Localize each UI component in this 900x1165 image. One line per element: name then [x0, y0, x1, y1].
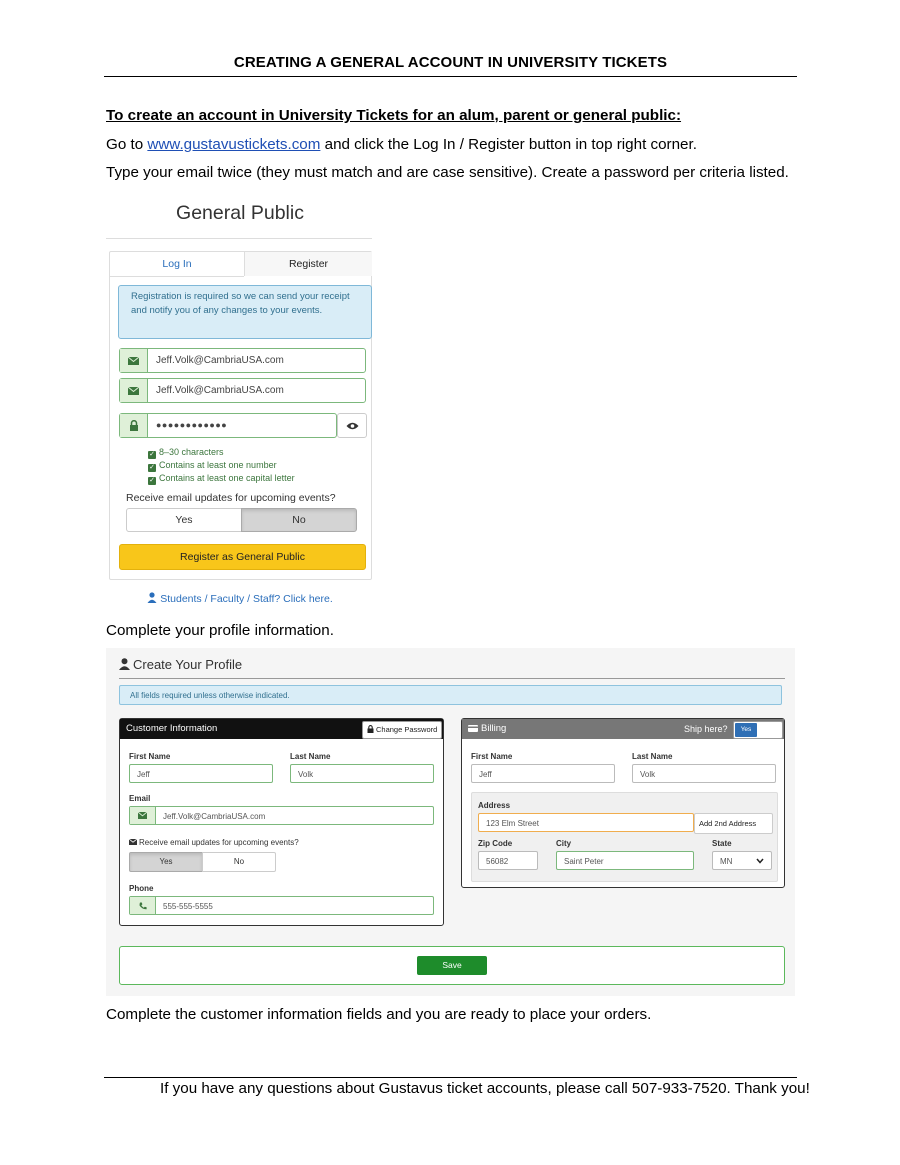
billing-panel	[461, 718, 785, 888]
line1-prefix: Go to	[106, 136, 148, 153]
user-icon	[119, 658, 130, 673]
zip-code-input[interactable]: 56082	[478, 851, 538, 870]
credit-card-icon	[468, 720, 478, 740]
email-label: Email	[129, 794, 151, 803]
create-profile-screenshot	[106, 648, 795, 996]
state-select-value: MN	[720, 857, 733, 866]
footer-text: If you have any questions about Gustavus ticket accounts, please call 507-933-7520. Thank you!	[160, 1080, 810, 1097]
first-name-input[interactable]: Jeff	[129, 764, 273, 783]
required-fields-alert: All fields required unless otherwise indicated.	[119, 685, 782, 705]
check-icon: ✓	[149, 464, 155, 471]
profile-divider	[119, 678, 785, 679]
instruction-line-4: Complete the customer information fields and you are ready to place your orders.	[106, 1006, 652, 1023]
criteria-number-text: Contains at least one number	[159, 460, 277, 470]
add-2nd-address-button[interactable]: Add 2nd Address	[694, 813, 773, 834]
last-name-label: Last Name	[290, 752, 331, 761]
customer-information-title: Customer Information	[126, 723, 218, 734]
state-select[interactable]	[712, 851, 772, 870]
billing-first-name-input[interactable]: Jeff	[471, 764, 615, 783]
title-rule	[104, 76, 797, 77]
instruction-line-3: Complete your profile information.	[106, 622, 334, 639]
billing-first-name-label: First Name	[471, 752, 513, 761]
chevron-down-icon	[756, 852, 764, 871]
general-public-title: General Public	[176, 202, 304, 224]
lock-icon	[120, 414, 148, 437]
city-label: City	[556, 839, 572, 848]
general-public-register-screenshot	[106, 195, 374, 610]
document-title: CREATING A GENERAL ACCOUNT IN UNIVERSITY TICKETS	[233, 54, 668, 71]
students-link-text: Students / Faculty / Staff? Click here.	[160, 593, 333, 605]
email-field[interactable]	[119, 348, 366, 373]
billing-title: Billing	[481, 723, 507, 734]
customer-information-panel	[119, 718, 444, 926]
title-divider	[106, 238, 372, 239]
tab-register[interactable]: Register	[244, 252, 372, 276]
envelope-icon	[129, 838, 137, 847]
footer-rule	[104, 1077, 797, 1078]
phone-input[interactable]	[129, 896, 434, 915]
check-icon: ✓	[149, 451, 155, 458]
confirm-email-value: Jeff.Volk@CambriaUSA.com	[156, 385, 284, 396]
tab-log-in[interactable]: Log In	[110, 252, 244, 277]
criteria-capital-text: Contains at least one capital letter	[159, 473, 295, 483]
registration-info-alert: Registration is required so we can send your receipt and notify you of any changes to your events.	[118, 285, 372, 339]
updates-no-button[interactable]: No	[241, 508, 357, 532]
create-profile-title	[119, 657, 242, 673]
state-label: State	[712, 839, 732, 848]
register-general-public-button[interactable]: Register as General Public	[119, 544, 366, 570]
address-input[interactable]: 123 Elm Street	[478, 813, 694, 832]
instruction-line-2: Type your email twice (they must match and are case sensitive). Create a password per criteria listed.	[106, 164, 789, 181]
profile-updates-no-button[interactable]: No	[202, 852, 276, 872]
ship-here-label: Ship here?	[684, 724, 728, 734]
envelope-icon	[130, 807, 156, 824]
email-input-value: Jeff.Volk@CambriaUSA.com	[163, 812, 266, 821]
line1-suffix: and click the Log In / Register button in top right corner.	[320, 136, 697, 153]
change-password-button[interactable]	[362, 721, 442, 739]
criteria-number	[148, 459, 277, 472]
email-updates-label	[129, 838, 299, 847]
login-register-card	[109, 251, 372, 580]
gustavus-tickets-link[interactable]: www.gustavustickets.com	[147, 136, 321, 153]
create-profile-title-text: Create Your Profile	[133, 657, 243, 672]
password-field[interactable]	[119, 413, 337, 438]
first-name-label: First Name	[129, 752, 171, 761]
phone-label: Phone	[129, 884, 154, 893]
envelope-icon	[120, 379, 148, 402]
instruction-line-1	[106, 135, 697, 155]
students-faculty-staff-link[interactable]	[106, 592, 374, 606]
phone-input-value: 555-555-5555	[163, 902, 213, 911]
check-icon: ✓	[149, 477, 155, 484]
email-updates-question: Receive email updates for upcoming events?	[126, 492, 336, 504]
zip-code-label: Zip Code	[478, 839, 513, 848]
section-heading: To create an account in University Tickets for an alum, parent or general public:	[106, 107, 682, 124]
criteria-length	[148, 446, 224, 459]
email-updates-label-text: Receive email updates for upcoming events?	[139, 838, 299, 847]
billing-last-name-input[interactable]: Volk	[632, 764, 776, 783]
updates-yes-button[interactable]: Yes	[126, 508, 242, 532]
envelope-icon	[120, 349, 148, 372]
save-button[interactable]: Save	[417, 956, 487, 975]
criteria-length-text: 8–30 characters	[159, 447, 224, 457]
user-icon	[147, 592, 157, 606]
email-value: Jeff.Volk@CambriaUSA.com	[156, 355, 284, 366]
save-container	[119, 946, 785, 985]
city-input[interactable]: Saint Peter	[556, 851, 694, 870]
phone-icon	[130, 897, 156, 914]
password-value: ●●●●●●●●●●●●	[156, 420, 228, 430]
criteria-capital	[148, 472, 295, 485]
ship-here-toggle-on: Yes	[735, 723, 757, 737]
email-input[interactable]	[129, 806, 434, 825]
billing-last-name-label: Last Name	[632, 752, 673, 761]
address-label: Address	[478, 801, 511, 810]
profile-updates-yes-button[interactable]: Yes	[129, 852, 203, 872]
show-password-button[interactable]	[337, 413, 367, 438]
last-name-input[interactable]: Volk	[290, 764, 434, 783]
change-password-label: Change Password	[376, 725, 438, 734]
address-group	[471, 792, 778, 882]
eye-icon	[346, 417, 359, 435]
confirm-email-field[interactable]	[119, 378, 366, 403]
lock-icon	[367, 723, 374, 739]
ship-here-toggle[interactable]	[733, 721, 783, 739]
